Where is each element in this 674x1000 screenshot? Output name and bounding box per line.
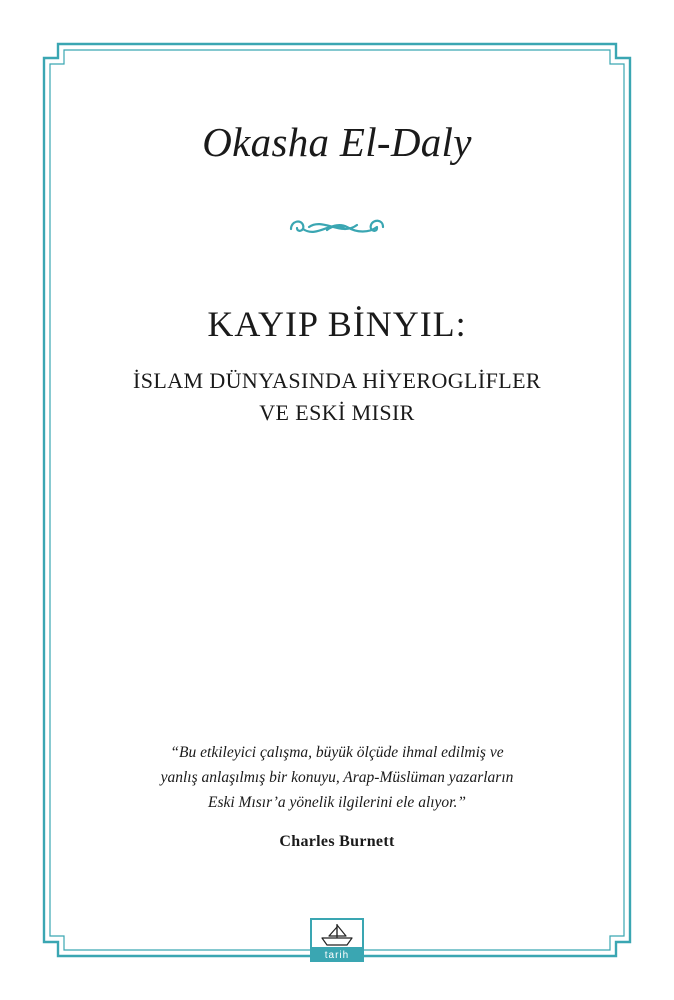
quote-line: “Bu etkileyici çalışma, büyük ölçüde ihmal edilmiş ve <box>170 744 504 761</box>
book-title: KAYIP BİNYIL: <box>207 304 467 344</box>
publisher-name: tarih <box>324 950 350 961</box>
author-name: Okasha El-Daly <box>202 119 472 165</box>
book-subtitle-line-2: VE ESKİ MISIR <box>259 400 415 425</box>
swirl-ornament-icon <box>287 213 387 243</box>
quote-line: Eski Mısır’a yönelik ilgilerini ele alıyor.” <box>207 794 466 811</box>
quote-attribution: Charles Burnett <box>279 833 395 850</box>
quote-line: yanlış anlaşılmış bir konuyu, Arap-Müslüman yazarların <box>160 769 514 786</box>
endorsement-quote <box>0 740 674 815</box>
book-subtitle-line-1: İSLAM DÜNYASINDA HİYEROGLİFLER <box>133 368 541 393</box>
